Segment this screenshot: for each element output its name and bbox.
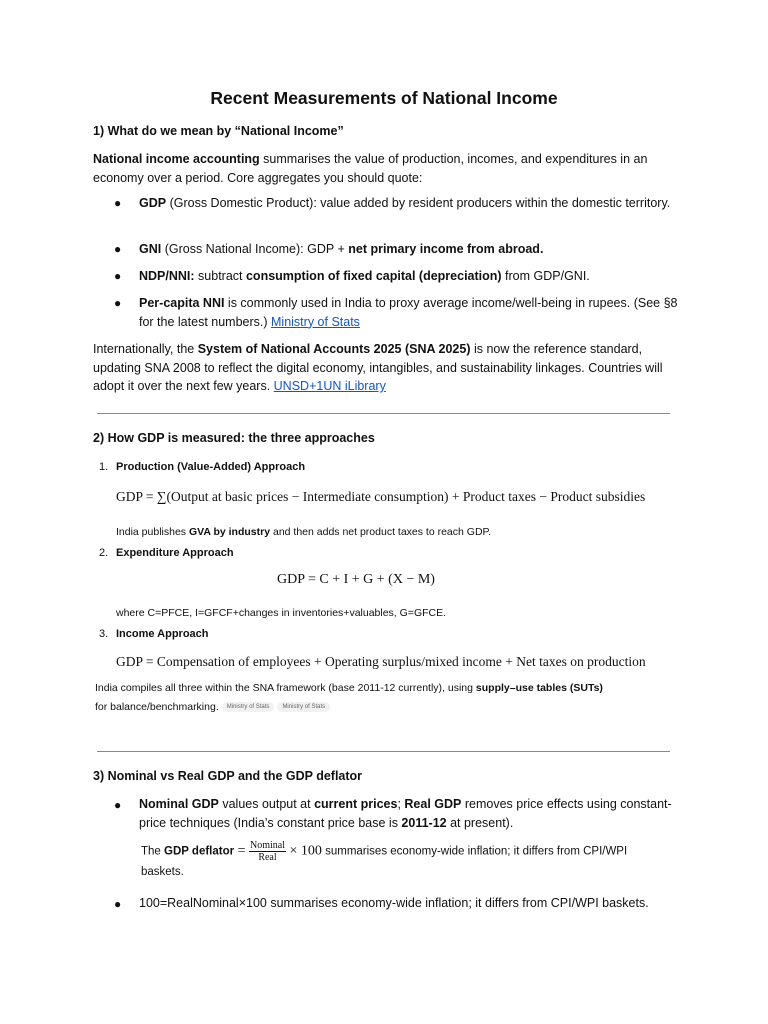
bullet-icon: ● xyxy=(114,897,122,911)
divider xyxy=(97,751,670,752)
term-real-gdp: Real GDP xyxy=(404,797,462,811)
para-text: is now the reference standard, updating SNA 2008 to reflect the digital economy, intangibles, and sustainability linkages. Countries will adopt it over the next few years. xyxy=(93,342,663,393)
list-item-text: values output at xyxy=(218,797,315,811)
list-item xyxy=(139,267,679,286)
list-item-text: at present). xyxy=(446,815,514,830)
term-nominal-gdp: Nominal GDP xyxy=(139,797,219,811)
section-2-heading: 2) How GDP is measured: the three approaches xyxy=(93,431,375,445)
intro-bold: National income accounting xyxy=(93,152,260,166)
term-per-capita-nni: Per-capita NNI xyxy=(139,296,225,310)
term-gni: GNI xyxy=(139,242,162,256)
sna-paragraph xyxy=(93,340,683,396)
note-text: India compiles all three within the SNA framework (base 2011-12 currently), using xyxy=(95,682,476,694)
list-item xyxy=(139,795,679,832)
list-item-text: is commonly used in India to proxy average income/well-being in rupees. (See §8 for the latest numbers.) xyxy=(139,296,678,329)
fraction-numerator: Nominal xyxy=(250,840,285,851)
section-3-heading: 3) Nominal vs Real GDP and the GDP deflator xyxy=(93,769,363,783)
list-item-text: (Gross Domestic Product): value added by resident producers within the domestic territory. xyxy=(166,196,671,210)
section-1-heading: 1) What do we mean by “National Income” xyxy=(93,124,344,138)
term-gdp: GDP xyxy=(139,196,167,210)
equals-sign: = xyxy=(234,843,249,859)
term-current-prices: current prices xyxy=(314,797,398,811)
note-text: and then adds net product taxes to reach GDP. xyxy=(270,526,492,538)
term-sna-2025: System of National Accounts 2025 (SNA 2025) xyxy=(197,342,471,356)
note-expenditure: where C=PFCE, I=GFCF+changes in inventories+valuables, G=GFCE. xyxy=(116,607,447,619)
source-chip[interactable]: Ministry of Stats xyxy=(277,702,330,712)
term-net-primary-income: net primary income from abroad. xyxy=(348,242,544,256)
times-hundred: × 100 xyxy=(286,843,322,859)
deflator-text: The xyxy=(141,845,165,858)
deflator-fraction xyxy=(249,840,286,863)
section-1-intro xyxy=(93,150,683,187)
approach-label-production: Production (Value-Added) Approach xyxy=(116,461,306,473)
list-item xyxy=(139,240,679,259)
approach-label-income: Income Approach xyxy=(116,628,209,640)
note-text: India publishes xyxy=(116,526,189,538)
list-number: 3. xyxy=(99,628,109,640)
para-text: Internationally, the xyxy=(93,342,198,356)
term-ndp-nni: NDP/NNI: xyxy=(139,269,195,283)
term-base-year: 2011-12 xyxy=(401,815,447,830)
divider xyxy=(97,413,670,414)
note-income xyxy=(95,682,603,694)
unsd-link[interactable]: UNSD+1UN iLibrary xyxy=(273,379,386,393)
bullet-icon: ● xyxy=(114,242,122,256)
intro-text: summarises the value of production, incomes, and expenditures in an economy over a period. Core aggregates you should quote: xyxy=(93,152,648,185)
term-gdp-deflator: GDP deflator xyxy=(164,845,235,858)
approach-label-expenditure: Expenditure Approach xyxy=(116,547,234,559)
bullet-icon: ● xyxy=(114,196,122,210)
bullet-icon: ● xyxy=(114,269,122,283)
list-item-text: removes price effects using constant-price techniques (India’s constant price base is xyxy=(139,797,672,830)
list-item-text: from GDP/GNI. xyxy=(501,269,590,283)
list-item xyxy=(139,294,679,331)
bullet-icon: ● xyxy=(114,296,122,310)
list-item-text: subtract xyxy=(194,269,246,283)
equation-production: GDP = ∑(Output at basic prices − Intermediate consumption) + Product taxes − Product subsidies xyxy=(116,489,646,504)
list-number: 2. xyxy=(99,547,109,559)
term-gva: GVA by industry xyxy=(188,526,271,538)
equation-expenditure: GDP = C + I + G + (X − M) xyxy=(277,572,435,587)
list-item: 100=RealNominal×100 summarises economy-wide inflation; it differs from CPI/WPI baskets. xyxy=(139,896,649,910)
note-text: for balance/benchmarking. xyxy=(95,701,219,713)
list-number: 1. xyxy=(99,461,109,473)
list-item-text: (Gross National Income): GDP + xyxy=(161,242,349,256)
deflator-line-cont: baskets. xyxy=(141,866,184,878)
bullet-icon: ● xyxy=(114,798,122,812)
term-cfc: consumption of fixed capital (depreciation) xyxy=(245,269,502,283)
term-suts: supply–use tables (SUTs) xyxy=(475,682,603,694)
page-title: Recent Measurements of National Income xyxy=(210,88,558,108)
note-income-cont xyxy=(95,701,330,713)
list-item-text: ; xyxy=(397,797,405,811)
fraction-denominator: Real xyxy=(258,852,277,863)
equation-income: GDP = Compensation of employees + Operating surplus/mixed income + Net taxes on production xyxy=(116,654,646,669)
deflator-line xyxy=(141,840,627,863)
note-production xyxy=(116,526,491,538)
source-chip[interactable]: Ministry of Stats xyxy=(222,702,275,712)
list-item xyxy=(139,194,679,213)
deflator-text: summarises economy-wide inflation; it differs from CPI/WPI xyxy=(321,845,628,858)
ministry-of-stats-link[interactable]: Ministry of Stats xyxy=(271,314,360,329)
